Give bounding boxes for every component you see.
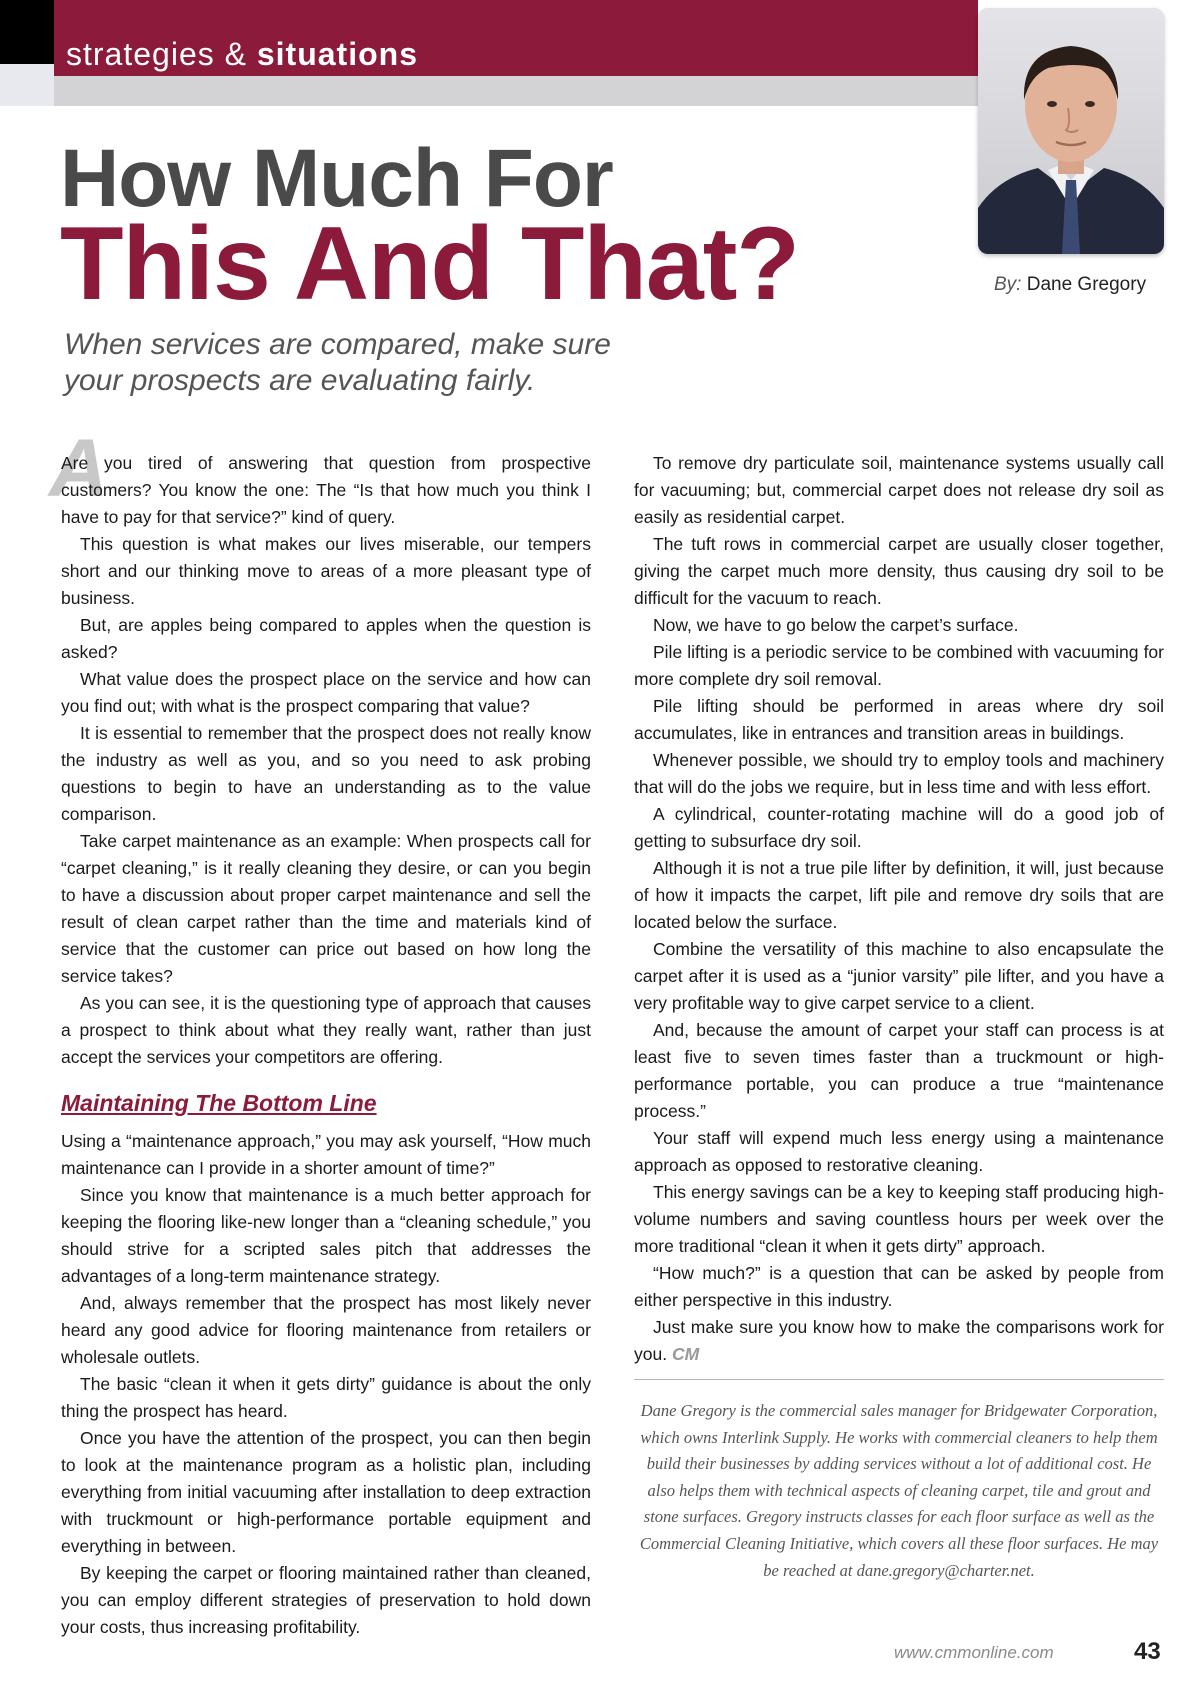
paragraph: By keeping the carpet or flooring maintained rather than cleaned, you can employ different strategies of preservation to hold down your costs, thus increasing profitability. xyxy=(61,1563,591,1637)
author-portrait-image xyxy=(978,8,1164,254)
paragraph: Whenever possible, we should try to employ tools and machinery that will do the jobs we require, but in less time and with less effort. xyxy=(634,750,1164,797)
right-column xyxy=(634,450,1164,1368)
subtitle xyxy=(64,327,611,399)
paragraph: Now, we have to go below the carpet’s surface. xyxy=(653,615,1019,635)
corner-gray-block xyxy=(0,64,54,106)
footer-url: www.cmmonline.com xyxy=(894,1643,1054,1662)
paragraph: This question is what makes our lives miserable, our tempers short and our thinking move to areas of a more pleasant type of business. xyxy=(61,534,591,608)
drop-cap: A xyxy=(49,423,109,514)
section-header-strip xyxy=(54,76,978,106)
section-label-thin: strategies & xyxy=(66,36,257,72)
paragraph: What value does the prospect place on the service and how can you find out; with what is the prospect comparing that value? xyxy=(61,669,591,716)
author-name: Dane Gregory xyxy=(1026,274,1147,295)
paragraph: Although it is not a true pile lifter by definition, it will, just because of how it impacts the carpet, lift pile and remove dry soils that are located below the surface. xyxy=(634,858,1164,932)
paragraph: Using a “maintenance approach,” you may ask yourself, “How much maintenance can I provide in a shorter amount of time?” xyxy=(61,1131,591,1178)
paragraph: And, because the amount of carpet your staff can process is at least five to seven times faster than a truckmount or high-performance portable, you can produce a true “maintenance process.” xyxy=(634,1020,1164,1121)
paragraph: The tuft rows in commercial carpet are usually closer together, giving the carpet much more density, thus causing dry soil to be difficult for the vacuum to reach. xyxy=(634,534,1164,608)
section-label-bold: situations xyxy=(256,36,418,72)
section-label xyxy=(66,38,418,70)
corner-black-block xyxy=(0,0,54,64)
subtitle-line-1: When services are compared, make sure xyxy=(64,328,611,361)
paragraph: Take carpet maintenance as an example: When prospects call for “carpet cleaning,” is it really cleaning they desire, or can you begin to have a discussion about proper carpet maintenance and sell the result of clean carpet rather than the time and materials kind of service that the customer can price out based on how long the service takes? xyxy=(61,831,591,986)
byline-prefix: By: xyxy=(994,274,1022,295)
author-photo xyxy=(978,8,1164,254)
paragraph: Once you have the attention of the prospect, you can then begin to look at the maintenance program as a holistic plan, including everything from initial vacuuming after installation to deep extraction with truckmount or high-performance portable equipment and everything in between. xyxy=(61,1428,591,1556)
subtitle-line-2: your prospects are evaluating fairly. xyxy=(64,364,536,397)
paragraph: Since you know that maintenance is a much better approach for keeping the flooring like-new longer than a “cleaning schedule,” you should strive for a scripted sales pitch that addresses the advantages of a long-term maintenance strategy. xyxy=(61,1185,591,1286)
paragraph: This energy savings can be a key to keeping staff producing high-volume numbers and saving countless hours per week over the more traditional “clean it when it gets dirty” approach. xyxy=(634,1182,1164,1256)
lead-paragraph: Are you tired of answering that question from prospective customers? You know the one: The “Is that how much you think I have to pay for that service?” kind of query. xyxy=(61,453,591,527)
page-number: 43 xyxy=(1134,1638,1161,1665)
byline xyxy=(994,274,1146,296)
paragraph: Combine the versatility of this machine to also encapsulate the carpet after it is used as a “junior varsity” pile lifter, and you have a very profitable way to give carpet service to a client. xyxy=(634,939,1164,1013)
left-column xyxy=(49,423,591,1641)
closing-text: Just make sure you know how to make the comparisons work for you. xyxy=(634,1317,1164,1364)
title-line-1: How Much For xyxy=(60,133,613,224)
after-subhead-paragraphs xyxy=(61,1182,591,1641)
lead-paragraph-wrap xyxy=(49,423,591,531)
author-bio: Dane Gregory is the commercial sales manager for Bridgewater Corporation, which owns Interlink Supply. He works with commercial cleaners to help them build their businesses by adding services without a lot of additional cost. He also helps them with technical aspects of cleaning carpet, tile and grout and stone surfaces. Gregory instructs classes for each floor surface as well as the Commercial Cleaning Initiative, which covers all these floor surfaces. He may be reached at dane.gregory@charter.net. xyxy=(639,1401,1159,1580)
paragraph: As you can see, it is the questioning type of approach that causes a prospect to think about what they really want, rather than just accept the services your competitors are offering. xyxy=(61,993,591,1067)
closing-paragraph xyxy=(634,1314,1164,1368)
paragraph: And, always remember that the prospect has most likely never heard any good advice for flooring maintenance from retailers or wholesale outlets. xyxy=(61,1293,591,1367)
paragraph: Your staff will expend much less energy using a maintenance approach as opposed to restorative cleaning. xyxy=(634,1128,1164,1175)
end-mark: CM xyxy=(671,1344,700,1364)
paragraph: But, are apples being compared to apples when the question is asked? xyxy=(61,615,591,662)
right-paragraphs xyxy=(634,450,1164,1314)
paragraph: Pile lifting is a periodic service to be combined with vacuuming for more complete dry soil removal. xyxy=(634,642,1164,689)
subheading: Maintaining The Bottom Line xyxy=(61,1090,377,1116)
title-line-2: This And That? xyxy=(60,206,799,322)
paragraph: “How much?” is a question that can be asked by people from either perspective in this industry. xyxy=(634,1263,1164,1310)
paragraph: To remove dry particulate soil, maintenance systems usually call for vacuuming; but, commercial carpet does not release dry soil as easily as residential carpet. xyxy=(634,453,1164,527)
bio-divider xyxy=(634,1379,1164,1380)
paragraph: A cylindrical, counter-rotating machine will do a good job of getting to subsurface dry soil. xyxy=(634,804,1164,851)
paragraph: Pile lifting should be performed in areas where dry soil accumulates, like in entrances and transition areas in buildings. xyxy=(634,696,1164,743)
paragraph: It is essential to remember that the prospect does not really know the industry as well as you, and so you need to ask probing questions to begin to have an understanding as to the value comparison. xyxy=(61,723,591,824)
paragraph: The basic “clean it when it gets dirty” guidance is about the only thing the prospect has heard. xyxy=(61,1374,591,1421)
left-paragraphs xyxy=(61,531,591,1071)
